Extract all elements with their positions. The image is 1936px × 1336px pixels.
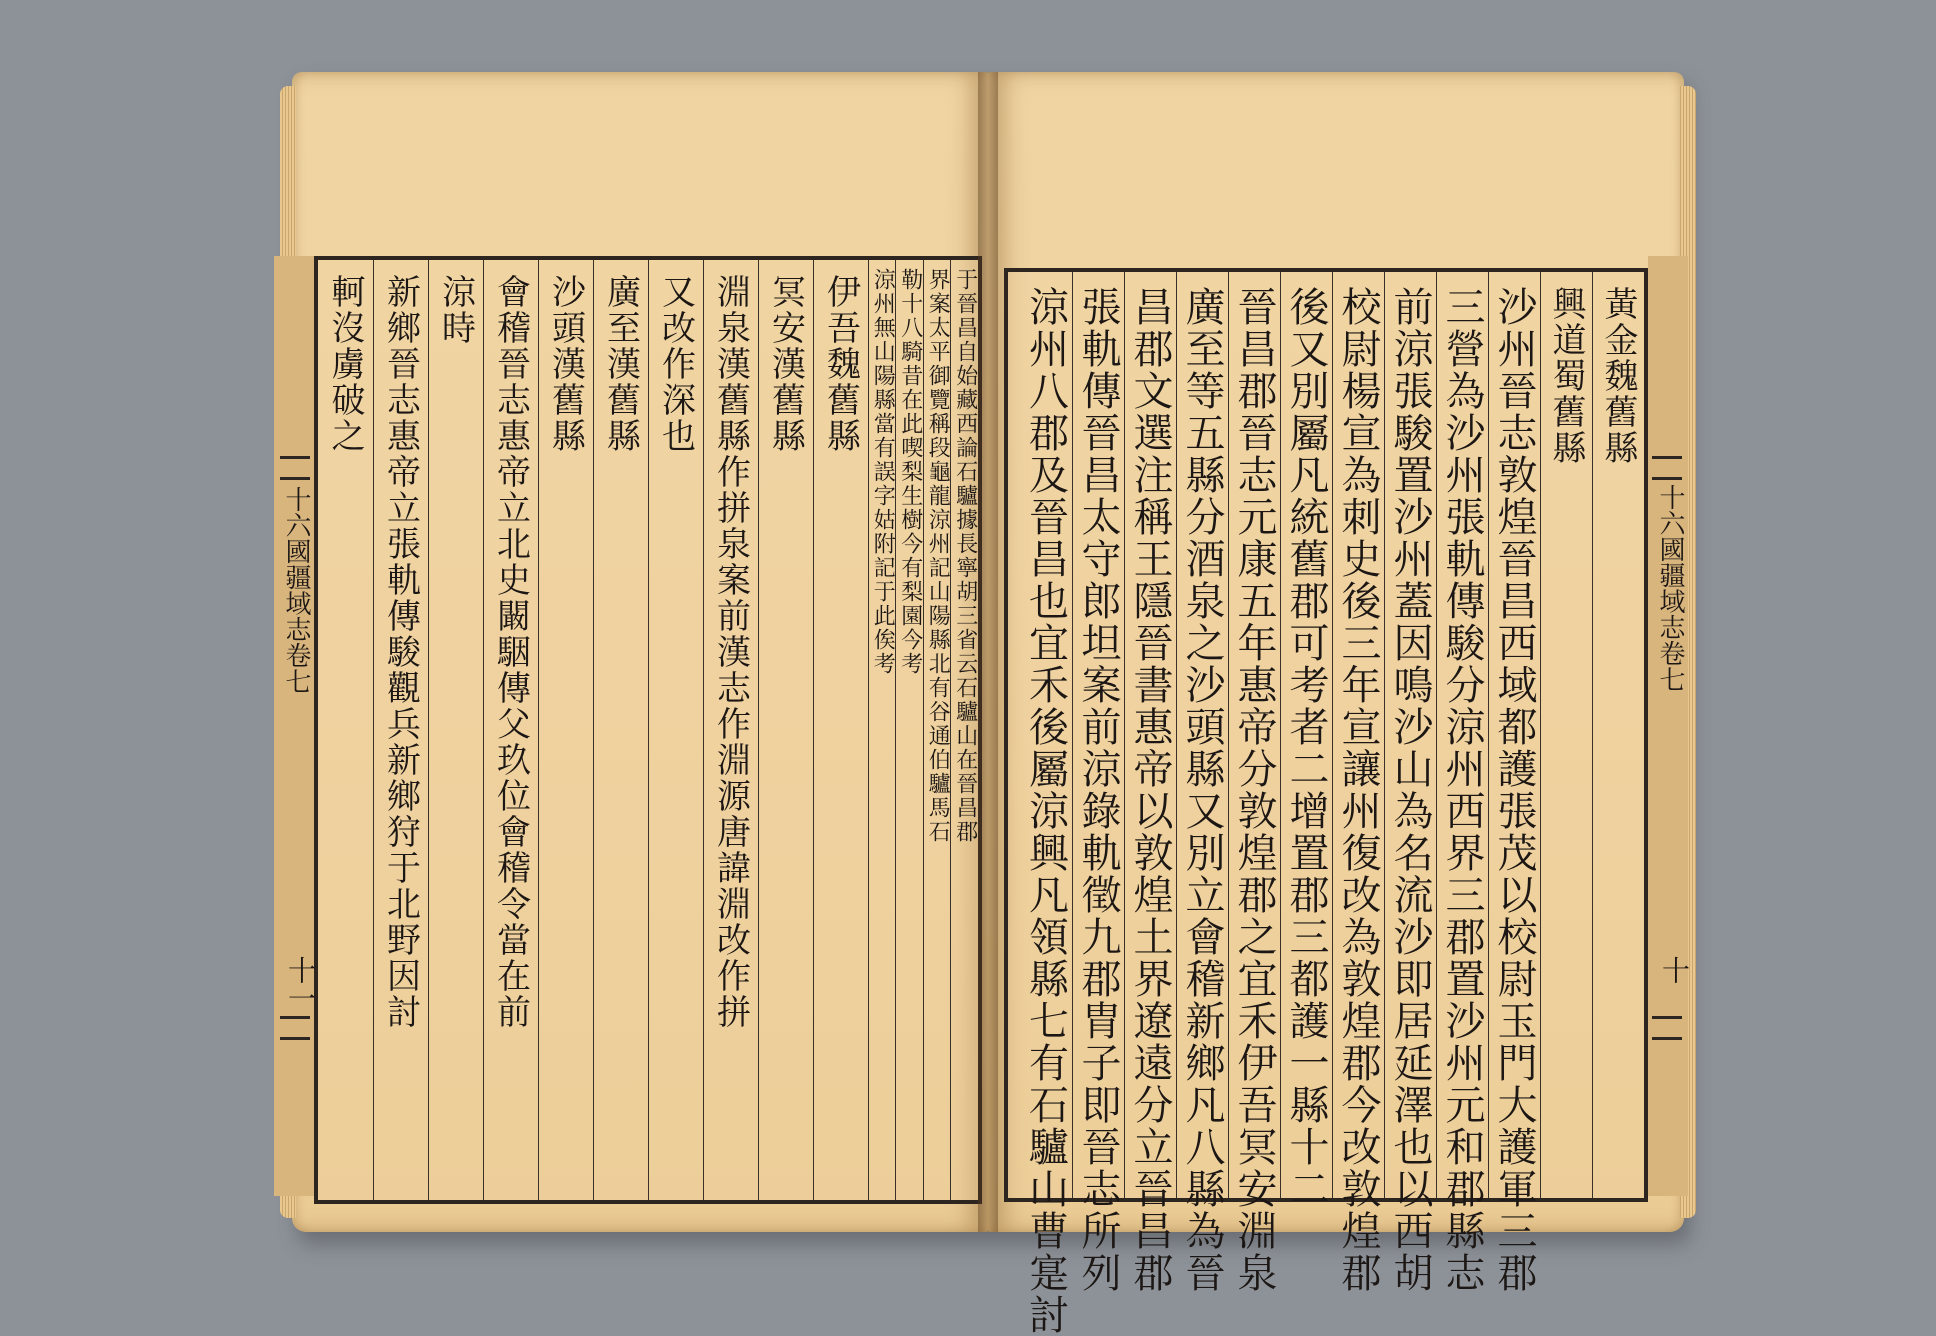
right-page-column — [1228, 272, 1280, 1294]
left-page-column — [373, 260, 428, 1200]
right-page-column — [1072, 272, 1124, 1294]
right-columns — [1008, 272, 1644, 1336]
right-page-column — [1488, 272, 1540, 1294]
right-text-frame — [1004, 268, 1648, 1336]
left-page-column — [758, 260, 813, 1200]
column-text: 前涼張駿置沙州蓋因鳴沙山為名流沙即居延澤也以西胡 — [1387, 286, 1433, 1294]
column-text: 興道蜀舊縣 — [1546, 286, 1586, 466]
column-text: 涼時 — [435, 274, 476, 346]
left-page-column — [428, 260, 483, 1200]
left-page-number: 十一 — [284, 956, 317, 1012]
column-text: 伊吾魏舊縣 — [820, 274, 861, 454]
right-page-column — [1384, 272, 1436, 1294]
column-text: 晉昌郡晉志元康五年惠帝分敦煌郡之宜禾伊吾冥安淵泉 — [1231, 286, 1277, 1294]
left-fishtail-bottom — [280, 1016, 310, 1040]
column-text: 張軌傳晉昌太守郎坦案前涼錄軌徵九郡胄子即晉志所列 — [1075, 286, 1121, 1294]
left-page-column — [895, 260, 923, 1200]
column-text: 新鄉晉志惠帝立張軌傳駿觀兵新鄉狩于北野因討 — [380, 274, 421, 1030]
left-page-column — [923, 260, 951, 1200]
left-page-column — [318, 260, 373, 1200]
column-text: 淵泉漢舊縣作拼泉案前漢志作淵源唐諱淵改作拼 — [710, 274, 751, 1030]
right-page-number: 十 — [1658, 956, 1691, 984]
left-page-column — [950, 260, 978, 1200]
left-text-frame — [314, 256, 982, 1204]
column-text: 涼州無山陽縣當有誤字姑附記于此俟考 — [870, 268, 896, 676]
column-text: 廣至漢舊縣 — [600, 274, 641, 454]
column-text: 軻沒虜破之 — [324, 274, 365, 454]
column-text: 沙州晉志敦煌晉昌西域都護張茂以校尉玉門大護軍三郡 — [1491, 286, 1537, 1294]
column-text: 于晉昌自始藏西論石驢據長寧胡三省云石驢山在晉昌郡 — [952, 268, 978, 844]
right-banner-title: 十六國疆域志卷七 — [1655, 484, 1685, 692]
right-page-column — [1436, 272, 1488, 1294]
left-columns — [318, 260, 978, 1200]
column-text: 黃金魏舊縣 — [1598, 286, 1638, 466]
column-text: 三營為沙州張軌傳駿分涼州西界三郡置沙州元和郡縣志 — [1439, 286, 1485, 1294]
left-page-column — [538, 260, 593, 1200]
left-page-column — [813, 260, 868, 1200]
column-text: 涼州八郡及晉昌也宜禾後屬涼興凡領縣七有石驢山曹寔討 — [1022, 286, 1069, 1336]
left-page-column — [868, 260, 896, 1200]
right-page-column — [1592, 272, 1644, 1198]
column-text: 界案太平御覽稱段龜龍涼州記山陽縣北有谷通伯驢馬石 — [925, 268, 951, 844]
column-text: 又改作深也 — [655, 274, 696, 454]
column-text: 沙頭漢舊縣 — [545, 274, 586, 454]
right-fishtail-top — [1652, 456, 1682, 480]
left-page-column — [703, 260, 758, 1200]
right-page-column — [1124, 272, 1176, 1294]
column-text: 後又別屬凡統舊郡可考者二增置郡三都護一縣十二 — [1283, 286, 1329, 1210]
book-gutter — [978, 72, 998, 1232]
right-page-column — [1540, 272, 1592, 1198]
column-text: 昌郡文選注稱王隱晉書惠帝以敦煌土界遼遠分立晉昌郡 — [1127, 286, 1173, 1294]
left-banner-strip — [274, 256, 317, 1196]
right-banner-strip — [1648, 256, 1691, 1196]
right-page — [988, 72, 1691, 1336]
right-page-column — [1020, 272, 1072, 1336]
open-book — [281, 72, 1691, 1336]
left-page-column — [483, 260, 538, 1200]
left-fishtail-top — [280, 456, 310, 480]
column-text: 勒十八騎昔在此喫梨生樹今有梨園今考 — [897, 268, 923, 676]
column-text: 冥安漢舊縣 — [765, 274, 806, 454]
left-banner-title: 十六國疆域志卷七 — [281, 486, 311, 694]
right-page-column — [1176, 272, 1228, 1294]
right-fishtail-bottom — [1652, 1016, 1682, 1040]
right-page-column — [1280, 272, 1332, 1210]
right-page-column — [1332, 272, 1384, 1294]
left-page — [281, 72, 988, 1232]
column-text: 校尉楊宣為刺史後三年宣讓州復改為敦煌郡今改敦煌郡 — [1335, 286, 1381, 1294]
left-page-column — [648, 260, 703, 1200]
column-text: 廣至等五縣分酒泉之沙頭縣又別立會稽新鄉凡八縣為晉 — [1179, 286, 1225, 1294]
left-page-column — [593, 260, 648, 1200]
column-text: 會稽晉志惠帝立北史闞駰傳父玖位會稽令當在前 — [490, 274, 531, 1030]
